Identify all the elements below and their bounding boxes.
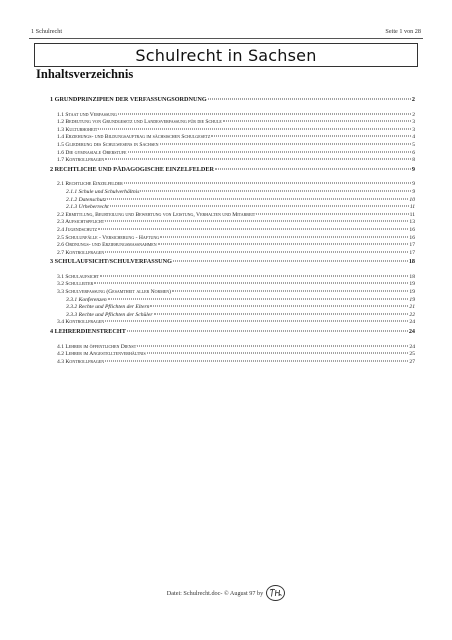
toc-entry-title: 3.3.2 Rechte und Pflichten der Eltern bbox=[66, 304, 150, 311]
toc-section-entry[interactable] bbox=[50, 142, 415, 150]
toc-section-entry[interactable] bbox=[50, 127, 415, 135]
toc-dot-leader bbox=[256, 213, 408, 214]
toc-entry-title: 3.3.3 Rechte und Pflichten der Schüler bbox=[66, 311, 153, 318]
toc-entry-title: 1.1 Staat und Verfassung bbox=[57, 111, 117, 118]
toc-chapter-entry[interactable] bbox=[50, 328, 415, 336]
toc-entry-title: 3.1 Schulaufsicht bbox=[57, 273, 99, 280]
toc-entry-title: 4.1 Lehrer im öffentlichen Dienst bbox=[57, 343, 137, 350]
toc-entry-title: 4.2 Lehrer im Angestelltenverhältnis bbox=[57, 351, 146, 358]
toc-spacer bbox=[50, 174, 415, 182]
toc-page-number: 2 bbox=[412, 111, 415, 118]
toc-dot-leader bbox=[140, 190, 411, 191]
toc-dot-leader bbox=[158, 244, 409, 245]
toc-entry-title: 3.3.1 Konferenzen bbox=[66, 296, 107, 303]
toc-entry-title: 2.7 Kontrollfragen bbox=[57, 249, 105, 256]
toc-page-number: 16 bbox=[409, 226, 415, 233]
toc-entry-title: 2.2 Ermittlung, Beurteilung und Bewertung von Leistung, Verhalten und Mitarbeit bbox=[57, 211, 256, 218]
toc-dot-leader bbox=[208, 99, 411, 100]
toc-subsection-entry[interactable] bbox=[50, 312, 415, 320]
toc-page-number: 24 bbox=[409, 343, 415, 350]
toc-subsection-entry[interactable] bbox=[50, 304, 415, 312]
toc-subsection-entry[interactable] bbox=[50, 189, 415, 197]
toc-entry-title: 3.3 Schulverfassung (Gesamtheit aller Normen) bbox=[57, 289, 171, 296]
toc-entry-title: 1.5 Gliederung des Schulwesens in Sachsen bbox=[57, 141, 159, 148]
toc-page-number: 9 bbox=[412, 188, 415, 195]
footer-text: Datei: Schulrecht.doc- © August 97 by bbox=[166, 589, 264, 597]
toc-entry-title: 3.4 Kontrollfragen bbox=[57, 319, 105, 326]
toc-entry-title: 2 RECHTLICHE UND PÄDAGOGISCHE EINZELFELDER bbox=[50, 165, 214, 173]
toc-section-entry[interactable] bbox=[50, 227, 415, 235]
toc-entry-title: 1.7 Kontrollfragen bbox=[57, 157, 105, 164]
toc-page-number: 18 bbox=[408, 258, 415, 266]
toc-entry-title: 3.2 Schulleiter bbox=[57, 281, 94, 288]
toc-dot-leader bbox=[137, 345, 408, 346]
toc-entry-title: 4 LEHRERDIENSTRECHT bbox=[50, 328, 126, 336]
toc-page-number: 19 bbox=[409, 281, 415, 288]
toc-section-entry[interactable] bbox=[50, 344, 415, 352]
author-logo bbox=[266, 585, 285, 601]
toc-dot-leader bbox=[154, 313, 409, 314]
toc-dot-leader bbox=[160, 236, 408, 237]
toc-entry-title: 1 GRUNDPRINZIPIEN DER VERFASSUNGSORDNUNG bbox=[50, 96, 207, 103]
toc-entry-title: 1.4 Erziehungs- und Bildungsauftrag im sächsischen Schulgesetz bbox=[57, 134, 211, 141]
toc-dot-leader bbox=[108, 298, 409, 299]
toc-page-number: 22 bbox=[409, 311, 415, 318]
toc-dot-leader bbox=[150, 306, 408, 307]
header-chapter: 1 Schulrecht bbox=[31, 28, 63, 35]
toc-section-entry[interactable] bbox=[50, 359, 415, 367]
toc-page-number: 3 bbox=[412, 126, 415, 133]
toc-heading: Inhaltsverzeichnis bbox=[36, 67, 134, 81]
toc-entry-title: 2.1.3 Urheberrecht bbox=[66, 204, 109, 211]
toc-dot-leader bbox=[172, 291, 408, 292]
document-title: Schulrecht in Sachsen bbox=[135, 45, 317, 65]
toc-section-entry[interactable] bbox=[50, 235, 415, 243]
toc-page-number: 9 bbox=[411, 165, 415, 173]
toc-entry-title: 4.3 Kontrollfragen bbox=[57, 358, 105, 365]
toc-section-entry[interactable] bbox=[50, 134, 415, 142]
toc-dot-leader bbox=[223, 121, 411, 122]
toc-entry-title: 2.5 Schulunfälle - Versicherung - Haftung bbox=[57, 234, 160, 241]
toc-dot-leader bbox=[173, 261, 408, 262]
toc-page-number: 9 bbox=[412, 181, 415, 188]
toc-section-entry[interactable] bbox=[50, 112, 415, 120]
toc-subsection-entry[interactable] bbox=[50, 197, 415, 205]
toc-section-entry[interactable] bbox=[50, 281, 415, 289]
toc-page-number: 21 bbox=[409, 304, 415, 311]
toc-dot-leader bbox=[105, 159, 411, 160]
toc-page-number: 2 bbox=[411, 96, 415, 103]
toc-dot-leader bbox=[128, 151, 412, 152]
page-footer bbox=[0, 583, 452, 603]
toc-dot-leader bbox=[98, 228, 408, 229]
toc-spacer bbox=[50, 336, 415, 344]
page-header bbox=[29, 28, 423, 39]
toc-dot-leader bbox=[118, 113, 411, 114]
toc-dot-leader bbox=[215, 168, 411, 169]
toc-chapter-entry[interactable] bbox=[50, 96, 415, 104]
toc-chapter-entry[interactable] bbox=[50, 258, 415, 266]
toc-dot-leader bbox=[110, 206, 409, 207]
toc-spacer bbox=[50, 104, 415, 112]
toc-dot-leader bbox=[127, 331, 408, 332]
toc-entry-title: 1.6 Die gymnasiale Oberstufe bbox=[57, 149, 127, 156]
table-of-contents bbox=[50, 95, 415, 366]
toc-entry-title: 1.2 Bedeutung von Grundgesetz und Landesverfassung für die Schule bbox=[57, 119, 222, 126]
toc-section-entry[interactable] bbox=[50, 274, 415, 282]
toc-page-number: 13 bbox=[409, 219, 415, 226]
toc-page-number: 11 bbox=[409, 204, 415, 211]
toc-subsection-entry[interactable] bbox=[50, 297, 415, 305]
toc-section-entry[interactable] bbox=[50, 119, 415, 127]
toc-page-number: 3 bbox=[412, 119, 415, 126]
toc-page-number: 5 bbox=[412, 141, 415, 148]
title-box bbox=[34, 43, 418, 67]
toc-dot-leader bbox=[98, 128, 411, 129]
toc-entry-title: 2.1 Rechtliche Einzelfelder bbox=[57, 181, 123, 188]
toc-dot-leader bbox=[147, 353, 409, 354]
toc-page-number: 8 bbox=[412, 157, 415, 164]
toc-dot-leader bbox=[105, 360, 408, 361]
header-page-count: Seite 1 von 28 bbox=[385, 28, 421, 35]
toc-page-number: 19 bbox=[409, 296, 415, 303]
toc-section-entry[interactable] bbox=[50, 157, 415, 165]
toc-section-entry[interactable] bbox=[50, 319, 415, 327]
toc-section-entry[interactable] bbox=[50, 150, 415, 158]
toc-page-number: 11 bbox=[409, 211, 415, 218]
toc-page-number: 17 bbox=[409, 249, 415, 256]
toc-dot-leader bbox=[94, 283, 408, 284]
toc-dot-leader bbox=[107, 198, 408, 199]
toc-chapter-entry[interactable] bbox=[50, 166, 415, 174]
toc-section-entry[interactable] bbox=[50, 250, 415, 258]
toc-section-entry[interactable] bbox=[50, 181, 415, 189]
toc-page-number: 4 bbox=[412, 134, 415, 141]
toc-entry-title: 3 SCHULAUFSICHT/SCHULVERFASSUNG bbox=[50, 258, 172, 266]
toc-subsection-entry[interactable] bbox=[50, 204, 415, 212]
toc-entry-title: 2.4 Jugendschutz bbox=[57, 226, 98, 233]
toc-page-number: 16 bbox=[409, 234, 415, 241]
toc-dot-leader bbox=[105, 321, 408, 322]
toc-page-number: 25 bbox=[409, 351, 415, 358]
toc-dot-leader bbox=[100, 275, 408, 276]
toc-page-number: 27 bbox=[409, 358, 415, 365]
toc-entry-title: 2.6 Ordnungs- und Erziehungsmaßnahmen bbox=[57, 242, 157, 249]
toc-section-entry[interactable] bbox=[50, 219, 415, 227]
toc-dot-leader bbox=[105, 221, 408, 222]
toc-dot-leader bbox=[211, 136, 411, 137]
toc-section-entry[interactable] bbox=[50, 351, 415, 359]
toc-page-number: 10 bbox=[409, 196, 415, 203]
toc-spacer bbox=[50, 266, 415, 274]
toc-section-entry[interactable] bbox=[50, 289, 415, 297]
toc-page-number: 24 bbox=[409, 319, 415, 326]
toc-page-number: 18 bbox=[409, 273, 415, 280]
toc-entry-title: 2.3 Aufsichtspflicht bbox=[57, 219, 105, 226]
toc-page-number: 17 bbox=[409, 242, 415, 249]
toc-page-number: 19 bbox=[409, 289, 415, 296]
toc-entry-title: 2.1.2 Datenschutz bbox=[66, 196, 107, 203]
toc-section-entry[interactable] bbox=[50, 242, 415, 250]
toc-page-number: 6 bbox=[412, 149, 415, 156]
toc-dot-leader bbox=[160, 143, 412, 144]
toc-entry-title: 2.1.1 Schule und Schulverhältnis bbox=[66, 188, 140, 195]
toc-entry-title: 1.3 Kulturhoheit bbox=[57, 126, 98, 133]
toc-dot-leader bbox=[105, 251, 408, 252]
toc-section-entry[interactable] bbox=[50, 212, 415, 220]
toc-page-number: 24 bbox=[408, 328, 415, 336]
toc-dot-leader bbox=[124, 183, 411, 184]
